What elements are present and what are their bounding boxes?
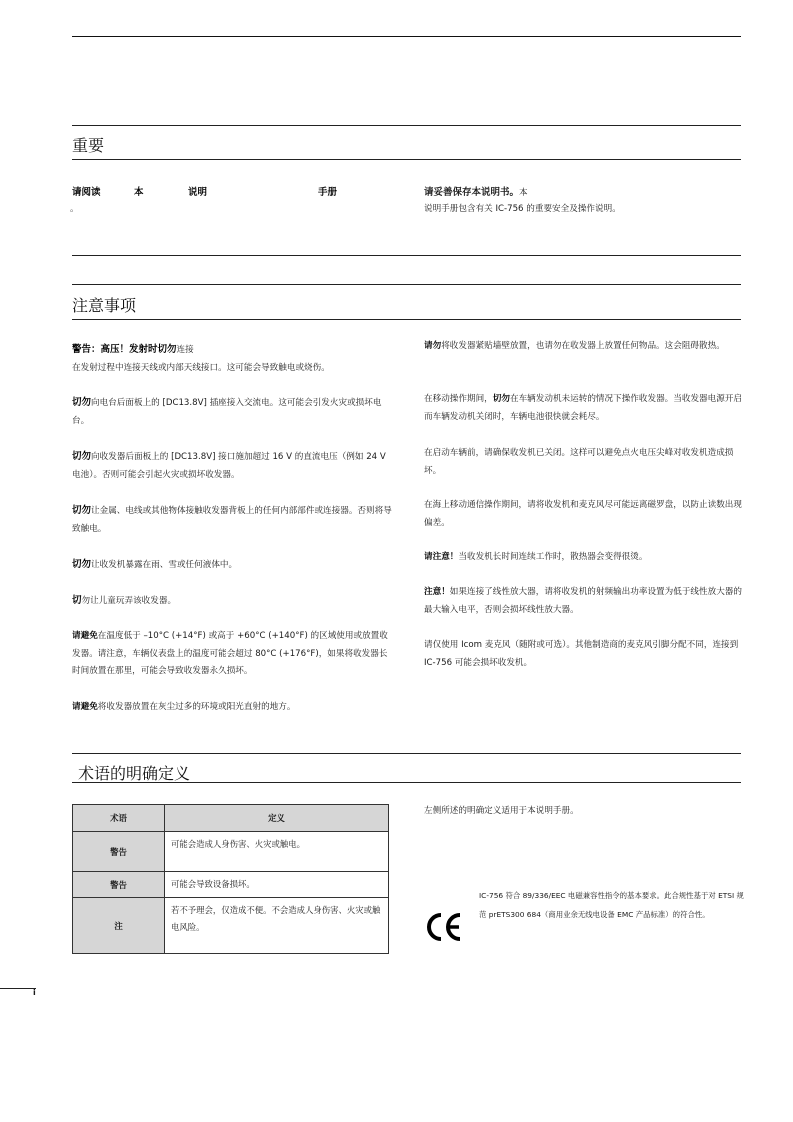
precaution-right-1-strong: 请勿 <box>424 341 442 351</box>
rule-definitions-top <box>72 753 741 754</box>
page-number: i <box>33 988 36 997</box>
intro-word-4: 手册 <box>318 187 338 198</box>
precaution-left-3 <box>72 448 394 484</box>
precaution-right-6 <box>424 584 742 619</box>
table-row <box>73 898 389 954</box>
table-cell-def: 可能会导致设备损坏。 <box>165 872 389 898</box>
precaution-right-6-text: 如果连接了线性放大器，请将收发机的射频输出功率设置为低于线性放大器的最大输入电平，否则会损坏线性放大器。 <box>424 587 742 615</box>
table-row <box>73 832 389 872</box>
rule-precautions-bottom <box>72 319 741 320</box>
table-cell-term: 警告 <box>73 872 165 898</box>
precaution-right-5-text: 当收发机长时间连续工作时，散热器会变得很烫。 <box>458 552 648 562</box>
precaution-left-5-strong: 切勿 <box>72 559 92 570</box>
precaution-left-1-strong: 警告：高压！发射时切勿 <box>72 344 177 355</box>
table-cell-term: 警告 <box>73 832 165 872</box>
table-cell-def: 若不予理会，仅造成不便。不会造成人身伤害、火灾或触电风险。 <box>165 898 389 954</box>
intro-word-2: 本 <box>134 187 144 198</box>
precaution-right-1-text: 将收发器紧贴墙壁放置，也请勿在收发器上放置任何物品。这会阻碍散热。 <box>441 341 725 351</box>
table-cell-def: 可能会造成人身伤害、火灾或触电。 <box>165 832 389 872</box>
precaution-left-3-strong: 切勿 <box>72 451 92 462</box>
precaution-right-3-text: 在启动车辆前，请确保收发机已关闭。这样可以避免点火电压尖峰对收发机造成损坏。 <box>424 448 734 476</box>
precaution-right-2-text2: 在车辆发动机未运转的情况下操作收发器。当收发器电源开启而车辆发动机关闭时，车辆电池很快就会耗尽。 <box>424 394 743 422</box>
table-row <box>73 872 389 898</box>
intro-right-strong: 请妥善保存本说明书。 <box>424 187 520 198</box>
precaution-left-6 <box>72 592 394 611</box>
intro-right-body: 说明手册包含有关 IC-756 的重要安全及操作说明。 <box>424 204 621 214</box>
precaution-left-3-text: 向收发器后面板上的 [DC13.8V] 接口施加超过 16 V 的直流电压（例如 24 V 电池）。否则可能会引起火灾或损坏收发器。 <box>72 452 386 480</box>
table-cell-term: 注 <box>73 898 165 954</box>
precaution-right-7-text: 请仅使用 Icom 麦克风（随附或可选）。其他制造商的麦克风引脚分配不同，连接到 IC-756 可能会损坏收发机。 <box>424 640 739 668</box>
precaution-left-8-strong: 请避免 <box>72 702 98 712</box>
intro-word-1: 请阅读 <box>72 187 101 198</box>
precaution-left-1-text: 连接 <box>176 345 194 355</box>
ce-mark-icon <box>424 910 464 944</box>
precaution-right-5 <box>424 549 742 567</box>
intro-right-tail: 本 <box>519 188 528 198</box>
section-title-precautions: 注意事项 <box>72 296 137 315</box>
precaution-left-4-strong: 切勿 <box>72 505 92 516</box>
table-header-def: 定义 <box>165 805 389 832</box>
precaution-right-2 <box>424 391 742 426</box>
precaution-right-7 <box>424 637 742 672</box>
intro-left-end: 。 <box>70 204 79 214</box>
precaution-right-1 <box>424 338 742 356</box>
intro-right-strong-line <box>424 184 528 198</box>
page-number-rule <box>0 988 36 989</box>
precaution-left-5-text: 让收发机暴露在雨、雪或任何液体中。 <box>91 560 238 570</box>
precaution-right-6-strong: 注意！ <box>424 587 450 597</box>
precaution-left-1-line2: 在发射过程中连接天线或内部天线接口。这可能会导致触电或烧伤。 <box>72 362 330 373</box>
precaution-right-3 <box>424 445 742 480</box>
definitions-table <box>72 804 389 954</box>
rule-important-bottom <box>72 159 741 160</box>
top-rule <box>72 36 741 37</box>
precaution-left-2-strong: 切勿 <box>72 397 92 408</box>
table-header-row <box>73 805 389 832</box>
precaution-left-7 <box>72 628 394 681</box>
precaution-right-2-text: 在移动操作期间， <box>424 394 493 404</box>
precaution-left-7-strong: 请避免 <box>72 631 98 641</box>
precaution-right-4 <box>424 497 742 532</box>
table-header-term: 术语 <box>73 805 165 832</box>
precaution-right-2-strong: 切勿 <box>492 394 510 404</box>
rule-precautions-top <box>72 255 741 256</box>
rule-precautions-mid <box>72 284 741 285</box>
precaution-left-4 <box>72 502 394 538</box>
precaution-left-6-strong: 切 <box>72 595 82 606</box>
precaution-left-8-text: 将收发器放置在灰尘过多的环境或阳光直射的地方。 <box>97 702 296 712</box>
precaution-right-5-strong: 请注意！ <box>424 552 459 562</box>
definitions-right-note: 左侧所述的明确定义适用于本说明手册。 <box>424 806 579 816</box>
rule-important-top <box>72 125 741 126</box>
intro-word-3: 说明 <box>188 187 208 198</box>
precaution-left-5 <box>72 556 394 575</box>
section-title-definitions: 术语的明确定义 <box>78 764 191 783</box>
precaution-left-6-text: 勿让儿童玩弄该收发器。 <box>81 596 177 606</box>
precaution-left-4-text: 让金属、电线或其他物体接触收发器背板上的任何内部部件或连接器。否则将导致触电。 <box>72 506 392 534</box>
precaution-left-8 <box>72 699 394 717</box>
rule-definitions-bottom <box>72 782 741 783</box>
precaution-left-2-text: 向电台后面板上的 [DC13.8V] 插座接入交流电。这可能会引发火灾或损坏电台。 <box>72 398 382 426</box>
ce-compliance-text: IC-756 符合 89/336/EEC 电磁兼容性指令的基本要求。此合规性基于对 ETSI 规范 prETS300 684（商用业余无线电设备 EMC 产品标准）的符合性。 <box>479 891 744 919</box>
precaution-left-1 <box>72 341 394 377</box>
precaution-left-7-text: 在温度低于 –10°C (+14°F) 或高于 +60°C (+140°F) 的区域使用或放置收发器。请注意，车辆仪表盘上的温度可能会超过 80°C (+176°F)，如果将收发器长时间放置在那里，可能会导致收发器永久损坏。 <box>72 631 388 676</box>
precaution-left-2 <box>72 394 394 430</box>
precaution-right-4-text: 在海上移动通信操作期间，请将收发机和麦克风尽可能远离磁罗盘，以防止读数出现偏差。 <box>424 500 742 528</box>
section-title-important: 重要 <box>72 136 105 155</box>
